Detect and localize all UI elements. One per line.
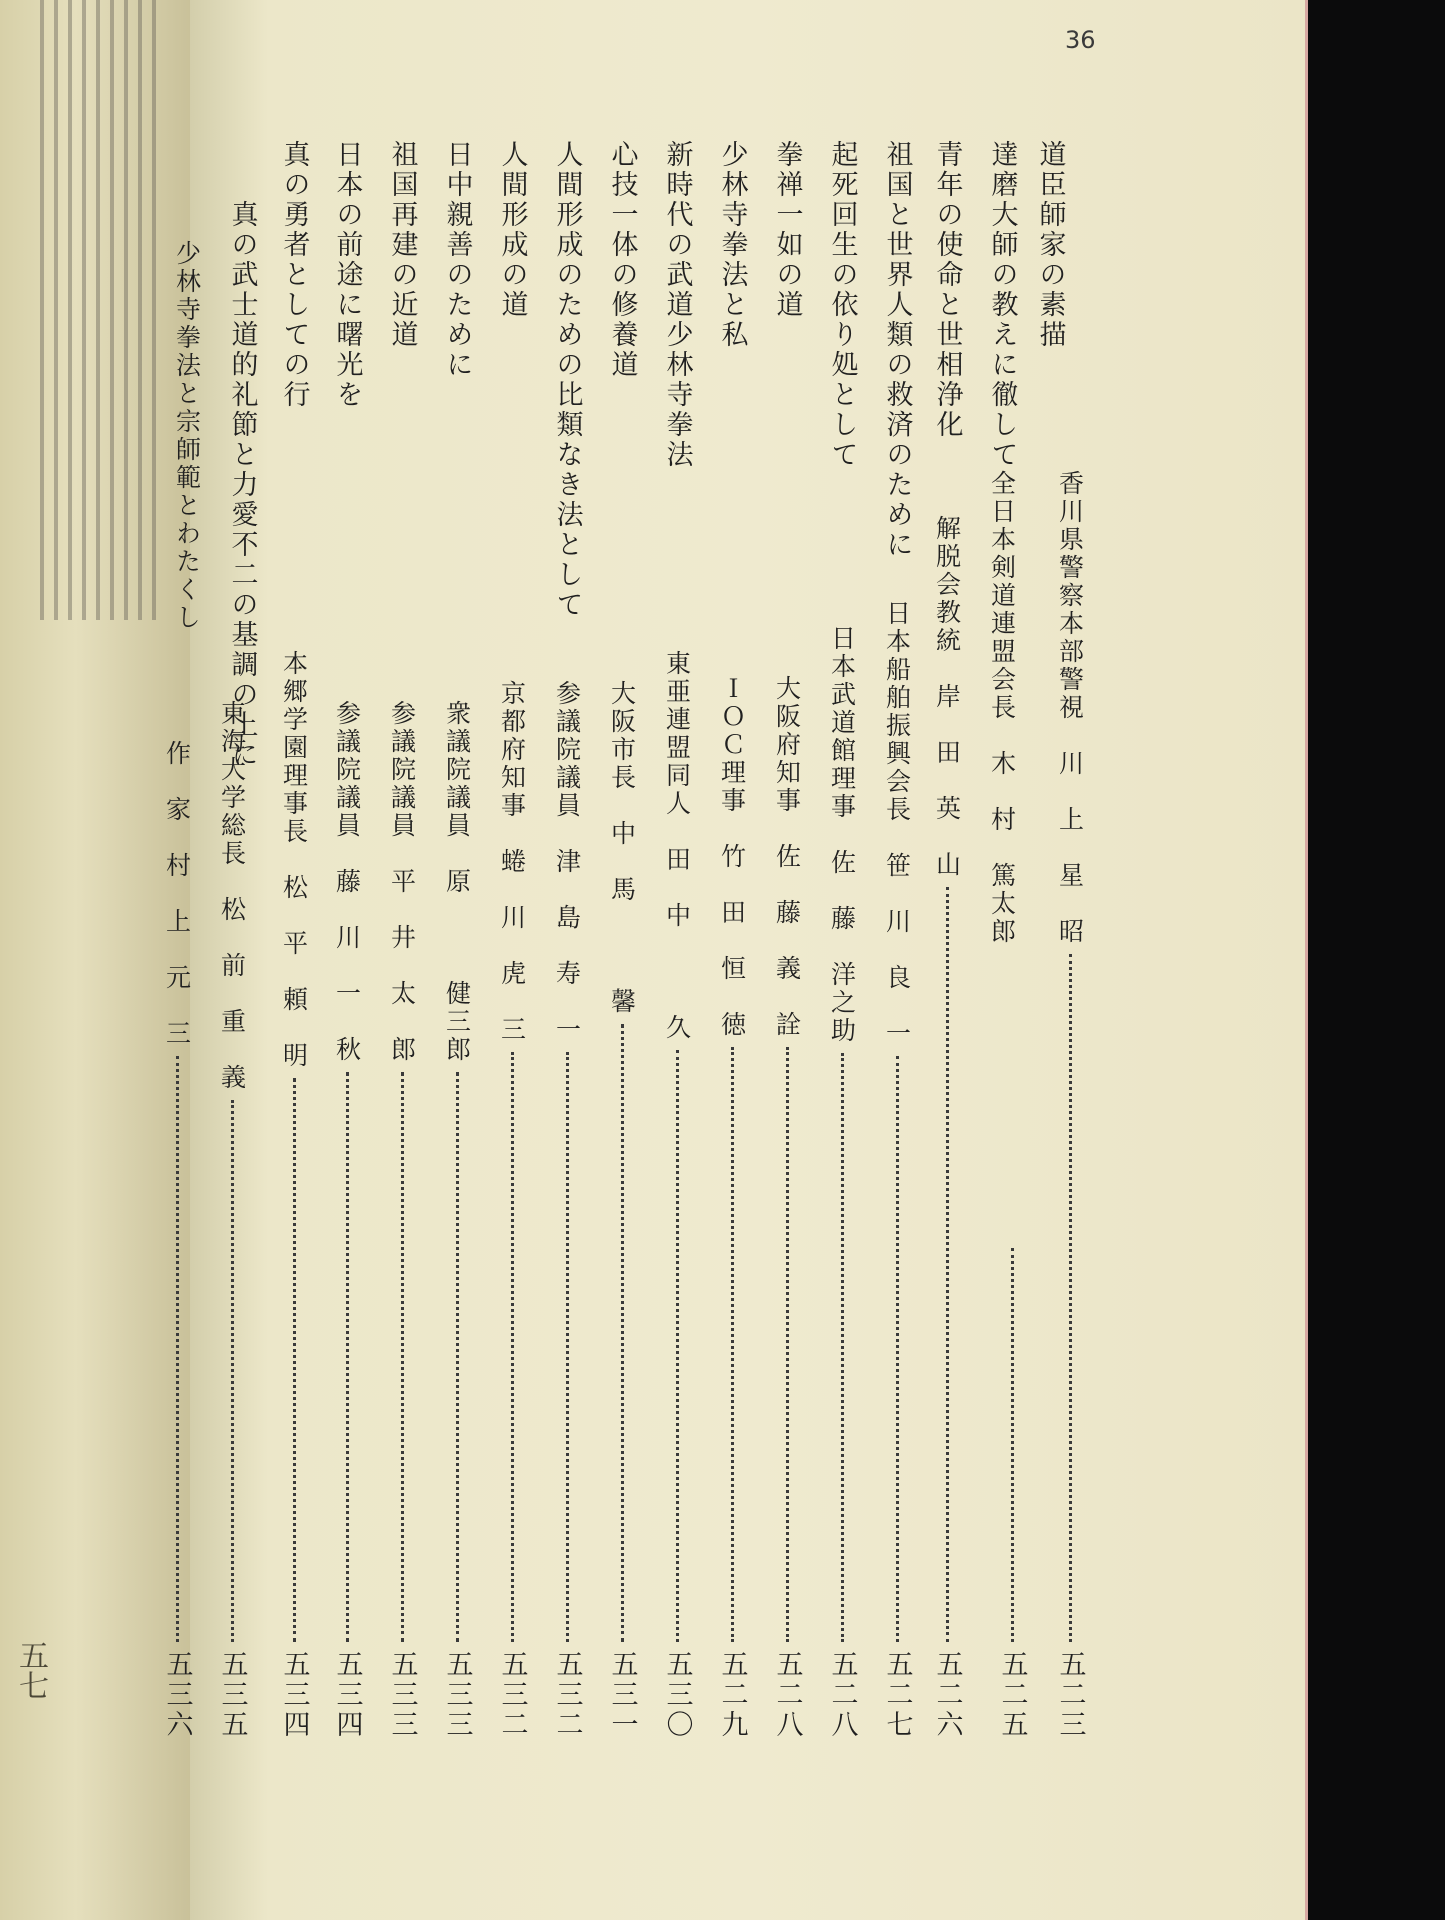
toc-page xyxy=(161,0,1308,1920)
leader-dots xyxy=(731,1047,734,1642)
leader-dots xyxy=(511,1052,514,1642)
toc-page-ref: 五三二 xyxy=(551,1650,583,1740)
toc-author: 香川県警察本部警視 川 上 星 昭 xyxy=(1055,470,1085,946)
toc-page-ref: 五三四 xyxy=(278,1650,310,1740)
leader-dots xyxy=(1069,954,1072,1642)
leader-dots xyxy=(176,1056,179,1642)
toc-entry-meta xyxy=(875,0,919,1740)
left-page-text-lines xyxy=(40,0,160,620)
toc-title: 達磨大師の教えに徹して xyxy=(986,140,1018,470)
toc-title: 少林寺拳法と宗師範とわたくし xyxy=(172,240,202,632)
toc-author: 大阪市長 中 馬 馨 xyxy=(607,680,637,1016)
toc-author: 京都府知事 蜷 川 虎 三 xyxy=(497,680,527,1044)
toc-page-ref: 五二八 xyxy=(826,1650,858,1740)
toc-entry-meta xyxy=(435,0,479,1740)
toc-title: 心技一体の修養道 xyxy=(606,140,638,380)
toc-page-ref: 五三二 xyxy=(496,1650,528,1740)
toc-title: 日中親善のために xyxy=(441,140,473,380)
toc-author: 大阪府知事 佐 藤 義 詮 xyxy=(772,675,802,1039)
toc-entry-meta xyxy=(155,0,202,1740)
toc-entry-meta xyxy=(545,0,589,1740)
toc-author: 日本武道館理事 佐 藤 洋之助 xyxy=(827,625,857,1045)
toc-author: 参議院議員 藤 川 一 秋 xyxy=(332,700,362,1064)
toc-entry-meta xyxy=(490,0,534,1740)
toc-page-ref: 五三四 xyxy=(331,1650,363,1740)
toc-entry-meta xyxy=(765,0,809,1740)
toc-author: 本郷学園理事長 松 平 頼 明 xyxy=(279,650,309,1070)
toc-page-ref: 五二七 xyxy=(881,1650,913,1740)
toc-author: 衆議院議員 原 健三郎 xyxy=(442,700,472,1064)
toc-title: 拳禅一如の道 xyxy=(771,140,803,320)
toc-author: 参議院議員 津 島 寿 一 xyxy=(552,680,582,1044)
toc-author: 参議院議員 平 井 太 郎 xyxy=(387,700,417,1064)
toc-title: 新時代の武道少林寺拳法 xyxy=(661,140,693,470)
toc-author: 解脱会教統 岸 田 英 山 xyxy=(932,515,962,879)
leader-dots xyxy=(456,1072,459,1642)
leader-dots xyxy=(401,1072,404,1642)
toc-page-ref: 五三一 xyxy=(606,1650,638,1740)
leader-dots xyxy=(1011,1248,1014,1642)
leader-dots xyxy=(293,1078,296,1642)
toc-page-ref: 五三三 xyxy=(386,1650,418,1740)
toc-author: 日本船舶振興会長 笹 川 良 一 xyxy=(882,600,912,1048)
toc-page-ref: 五二三 xyxy=(1054,1650,1086,1740)
toc-entry-meta xyxy=(710,0,754,1740)
leader-dots xyxy=(621,1024,624,1642)
toc-title: 祖国再建の近道 xyxy=(386,140,418,350)
toc-entry-meta xyxy=(272,0,316,1740)
toc-title: 道臣師家の素描 xyxy=(1034,140,1066,350)
page-number: 36 xyxy=(1065,26,1096,54)
toc-title: 少林寺拳法と私 xyxy=(716,140,748,350)
toc-entry-meta xyxy=(1048,0,1092,1740)
leader-dots xyxy=(896,1056,899,1642)
toc-title: 真の武士道的礼節と力愛不二の基調の上に xyxy=(226,200,258,770)
toc-title: 日本の前途に曙光を xyxy=(331,140,363,410)
leader-dots xyxy=(231,1100,234,1642)
toc-page-ref: 五二八 xyxy=(771,1650,803,1740)
toc-page-ref: 五二九 xyxy=(716,1650,748,1740)
toc-page-ref: 五三〇 xyxy=(661,1650,693,1740)
toc-author: 全日本剣道連盟会長 木 村 篤太郎 xyxy=(987,470,1017,946)
toc-title: 青年の使命と世相浄化 xyxy=(931,140,963,440)
toc-entry-meta xyxy=(210,0,258,1740)
toc-entry-meta xyxy=(655,0,699,1740)
toc-entry-meta xyxy=(925,0,969,1740)
toc-entry-meta xyxy=(600,0,644,1740)
toc-entry-meta xyxy=(380,0,424,1740)
toc-title: 人間形成の道 xyxy=(496,140,528,320)
toc-author: 作 家 村 上 元 三 xyxy=(162,740,192,1048)
toc-page-ref: 五三六 xyxy=(161,1650,193,1740)
leader-dots xyxy=(346,1072,349,1642)
toc-author: ＩＯＣ理事 竹 田 恒 徳 xyxy=(717,675,747,1039)
leader-dots xyxy=(566,1052,569,1642)
toc-entry-meta xyxy=(820,0,864,1740)
toc-author: 東亜連盟同人 田 中 久 xyxy=(662,650,692,1042)
toc-page-ref: 五三五 xyxy=(216,1650,248,1740)
toc-entry-meta xyxy=(325,0,369,1740)
toc-page-ref: 五三三 xyxy=(441,1650,473,1740)
leader-dots xyxy=(786,1047,789,1642)
left-page-numeral: 五七 xyxy=(13,1640,48,1700)
toc-page-ref: 五二五 xyxy=(996,1650,1028,1740)
leader-dots xyxy=(676,1050,679,1642)
toc-title: 人間形成のための比類なき法として xyxy=(551,140,583,620)
toc-entry-meta xyxy=(986,0,1034,1740)
toc-title: 真の勇者としての行 xyxy=(278,140,310,410)
toc-title: 祖国と世界人類の救済のために xyxy=(881,140,913,560)
leader-dots xyxy=(841,1053,844,1642)
leader-dots xyxy=(946,887,949,1642)
toc-title: 起死回生の依り処として xyxy=(826,140,858,470)
toc-page-ref: 五二六 xyxy=(931,1650,963,1740)
toc-author: 東海大学総長 松 前 重 義 xyxy=(217,700,247,1092)
